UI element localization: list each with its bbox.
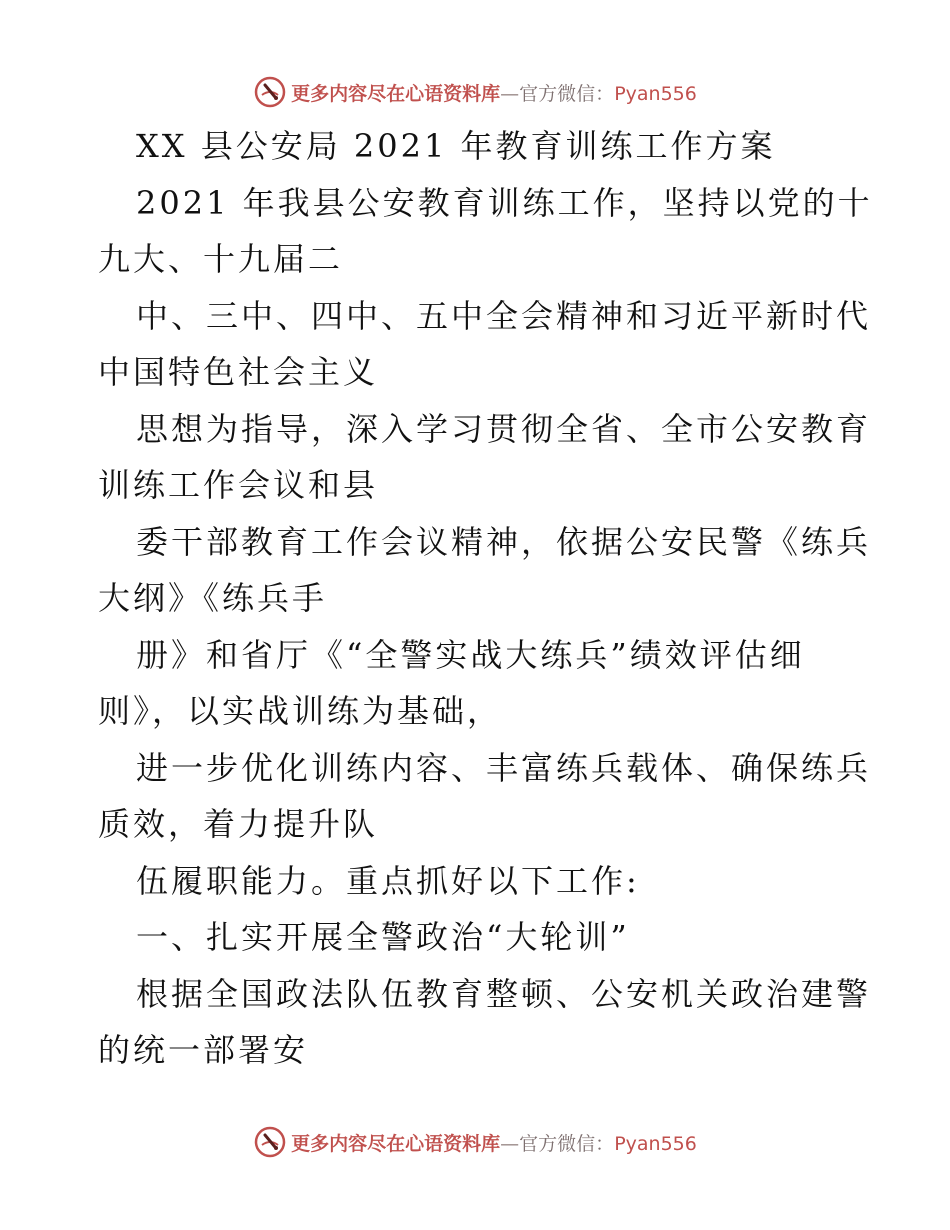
- doc-line: 中国特色社会主义: [98, 353, 379, 391]
- header-watermark: [0, 72, 950, 112]
- watermark-wechat-id: Pyan556: [614, 1132, 697, 1155]
- doc-line: 九大、十九届二: [98, 240, 344, 278]
- watermark-text: [291, 1129, 697, 1156]
- doc-line: 训练工作会议和县: [98, 466, 379, 504]
- watermark-separator: —: [500, 1132, 520, 1155]
- doc-line: 册》和省厅《“全警实战大练兵”绩效评估细: [136, 635, 805, 674]
- doc-line: 进一步优化训练内容、丰富练兵载体、确保练兵: [136, 748, 872, 787]
- doc-line: 的统一部署安: [98, 1031, 309, 1069]
- watermark-separator: —: [500, 82, 520, 105]
- document-body: [98, 118, 873, 1079]
- doc-line: 委干部教育工作会议精神，依据公安民警《练兵: [136, 522, 872, 561]
- doc-line: 思想为指导，深入学习贯彻全省、全市公安教育: [136, 409, 872, 448]
- doc-title: XX 县公安局 2021 年教育训练工作方案: [136, 127, 776, 165]
- book-pen-logo-icon: [253, 75, 287, 109]
- doc-line: 伍履职能力。重点抓好以下工作:: [136, 861, 640, 900]
- watermark-main: 更多内容尽在心语资料库: [291, 1132, 501, 1155]
- doc-line: 则》，以实战训练为基础，: [98, 692, 503, 730]
- watermark-text: [291, 79, 697, 106]
- book-pen-logo-icon: [253, 1125, 287, 1159]
- doc-line: 2021 年我县公安教育训练工作，坚持以党的十: [136, 183, 873, 222]
- footer-watermark: [0, 1122, 950, 1162]
- watermark-tail: 官方微信：: [519, 82, 615, 105]
- doc-line: 中、三中、四中、五中全会精神和习近平新时代: [136, 296, 872, 335]
- doc-line: 大纲》《练兵手: [98, 579, 328, 617]
- doc-line: 根据全国政法队伍教育整顿、公安机关政治建警: [136, 974, 872, 1013]
- watermark-tail: 官方微信：: [519, 1132, 615, 1155]
- watermark-main: 更多内容尽在心语资料库: [291, 82, 501, 105]
- doc-line: 质效，着力提升队: [98, 805, 379, 843]
- section-heading: 一、扎实开展全警政治“大轮训”: [136, 918, 630, 956]
- watermark-wechat-id: Pyan556: [614, 82, 697, 105]
